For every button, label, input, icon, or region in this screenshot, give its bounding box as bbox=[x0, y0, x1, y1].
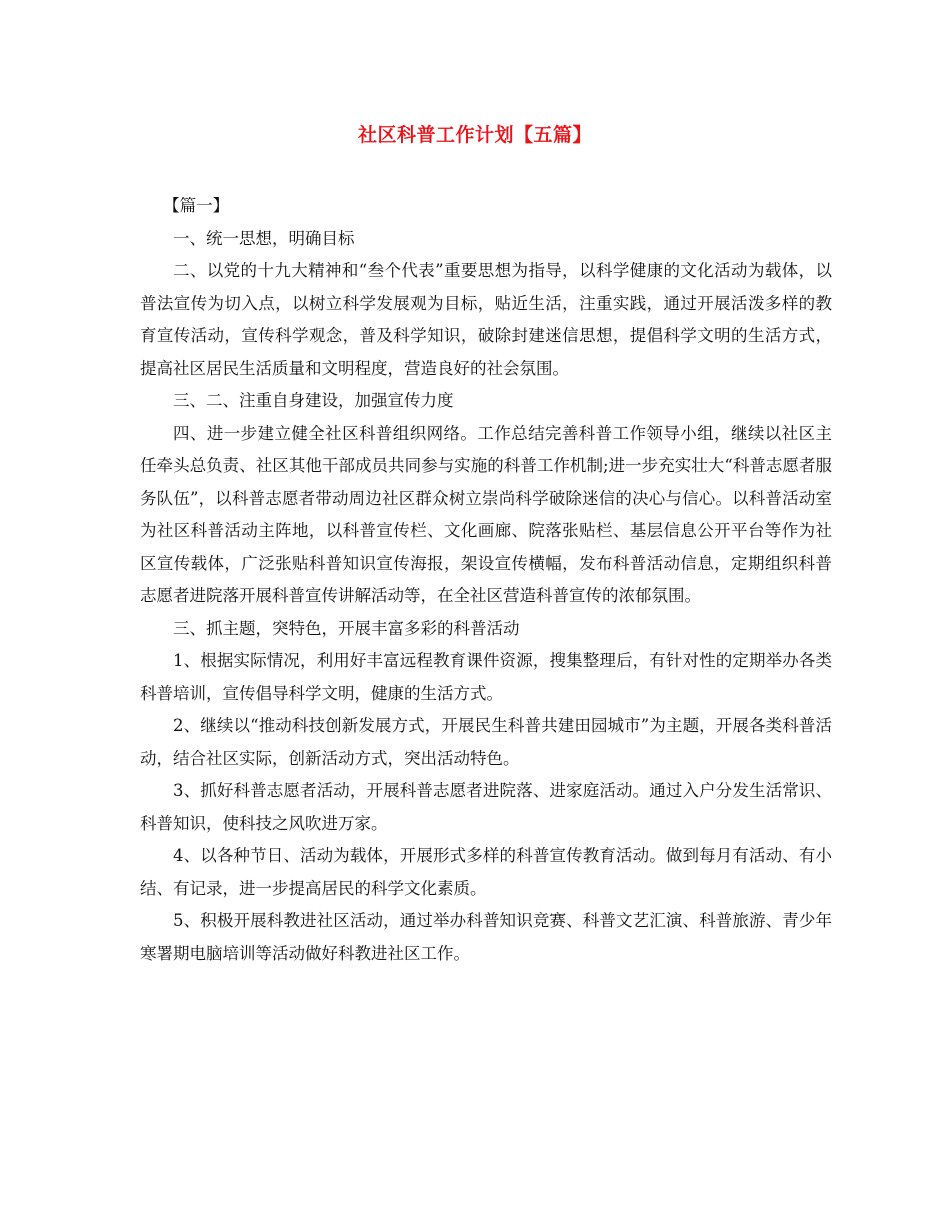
section-heading: 【篇一】 bbox=[163, 196, 230, 215]
paragraph-3: 三、二、注重自身建设，加强宣传力度 bbox=[173, 391, 454, 410]
paragraph-9: 4、以各种节日、活动为载体，开展形式多样的科普宣传教育活动。做到每月有活动、有小结、有记录，进一步提高居民的科学文化素质。 bbox=[140, 846, 832, 898]
paragraph-7: 2、继续以“推动科技创新发展方式，开展民生科普共建田园城市”为主题，开展各类科普活动，结合社区实际，创新活动方式，突出活动特色。 bbox=[140, 716, 832, 768]
paragraph-1: 一、统一思想，明确目标 bbox=[173, 228, 355, 248]
paragraph-10: 5、积极开展科教进社区活动，通过举办科普知识竞赛、科普文艺汇演、科普旅游、青少年寒署期电脑培训等活动做好科教进社区工作。 bbox=[140, 911, 832, 963]
paragraph-2: 二、以党的十九大精神和“叁个代表”重要思想为指导，以科学健康的文化活动为载体，以普法宣传为切入点，以树立科学发展观为目标，贴近生活，注重实践，通过开展活泼多样的教育宣传活动，宣传科学观念，普及科学知识，破除封建迷信思想，提倡科学文明的生活方式，提高社区居民生活质量和文明程度，营造良好的社会氛围。 bbox=[140, 261, 832, 378]
document-body bbox=[140, 190, 832, 970]
paragraph-5: 三、抓主题，突特色，开展丰富多彩的科普活动 bbox=[173, 618, 520, 638]
paragraph-6: 1、根据实际情况，利用好丰富远程教育课件资源，搜集整理后，有针对性的定期举办各类科普培训，宣传倡导科学文明，健康的生活方式。 bbox=[140, 651, 832, 703]
paragraph-8: 3、抓好科普志愿者活动，开展科普志愿者进院落、进家庭活动。通过入户分发生活常识、科普知识，使科技之风吹进万家。 bbox=[140, 781, 832, 833]
paragraph-4: 四、进一步建立健全社区科普组织网络。工作总结完善科普工作领导小组，继续以社区主任牵头总负责、社区其他干部成员共同参与实施的科普工作机制;进一步充实壮大“科普志愿者服务队伍”，以科普志愿者带动周边社区群众树立崇尚科学破除迷信的决心与信心。以科普活动室为社区科普活动主阵地，以科普宣传栏、文化画廊、院落张贴栏、基层信息公开平台等作为社区宣传载体，广泛张贴科普知识宣传海报，架设宣传横幅，发布科普活动信息，定期组织科普志愿者进院落开展科普宣传讲解活动等，在全社区营造科普宣传的浓郁氛围。 bbox=[140, 423, 832, 605]
document-title: 社区科普工作计划【五篇】 bbox=[357, 124, 592, 146]
